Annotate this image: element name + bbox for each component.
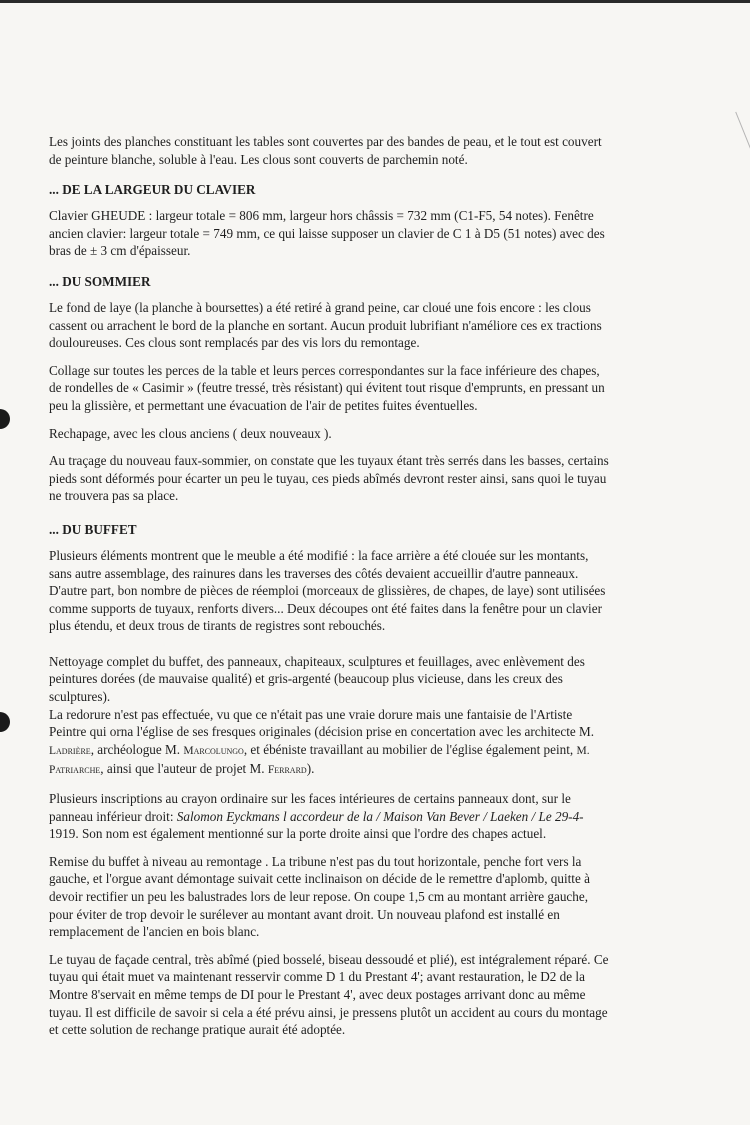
text-run: ). bbox=[306, 761, 315, 777]
buffet-paragraph-4 bbox=[49, 790, 609, 843]
text-run: , et ébéniste travaillant au mobilier de l'église également peint, bbox=[243, 741, 577, 757]
name-ladriere: Ladrière bbox=[49, 744, 91, 757]
sommier-paragraph-4: Au traçage du nouveau faux-sommier, on constate que les tuyaux étant très serrés dans les basses, certains pieds sont déformés pour écarter un peu le tuyau, ces pieds abîmés devront rester ainsi, sans quoi le tuyau ne trouvera pas sa place. bbox=[49, 453, 609, 504]
name-patriarche: M. Patriarche bbox=[49, 744, 590, 777]
heading-sommier: ... DU SOMMIER bbox=[49, 273, 151, 289]
heading-buffet: ... DU BUFFET bbox=[49, 521, 137, 537]
sommier-paragraph-2: Collage sur toutes les perces de la table et leurs perces correspondantes sur la face inférieure des chapes, de rondelles de « Casimir » (feutre tressé, très résistant) qui évitent tout risque d'emprunts, en pressant un peu la glissière, et permettant une évacuation de l'air de petites fuites éventuelles. bbox=[49, 362, 605, 413]
text-run: Plusieurs inscriptions au crayon ordinaire sur les faces intérieures de certains panneaux dont, sur le panneau inférieur droit: bbox=[49, 791, 571, 824]
sommier-paragraph-1: Le fond de laye (la planche à boursettes) a été retiré à grand peine, car cloué une fois encore : les clous cassent ou arrachent le bord de la planche en sortant. Aucun produit lubrifiant n'améliore ces ex tractions douloureuses. Ces clous sont remplacés par des vis lors du remontage. bbox=[49, 299, 602, 351]
punch-hole-lower bbox=[0, 712, 10, 732]
clavier-paragraph: Clavier GHEUDE : largeur totale = 806 mm, largeur hors châssis = 732 mm (C1-F5, 54 notes). Fenêtre ancien clavier: largeur totale = 749 mm, ce qui laisse supposer un clavier de C 1 à D5 (51 notes) avec des bras de ± 3 cm d'épaisseur. bbox=[49, 208, 605, 259]
margin-mark bbox=[728, 112, 750, 152]
page-top-edge bbox=[0, 0, 750, 3]
text-run: 1919. Son nom est également mentionné sur la porte droite ainsi que l'ordre des chapes actuel. bbox=[49, 826, 547, 842]
punch-hole-upper bbox=[0, 409, 10, 429]
name-ferrard: Ferrard bbox=[267, 764, 307, 777]
buffet-paragraph-1: Plusieurs éléments montrent que le meuble a été modifié : la face arrière a été clouée sur les montants, sans autre assemblage, des rainures dans les traverses des côtés devaient accueillir d'autre panneaux. D'autre part, bon nombre de pièces de réemploi (morceaux de glissières, de chapes, de laye) sont utilisées comme supports de tuyaux, renforts divers... Deux découpes ont été faites dans la fenêtre pour un clavier plus étendu, et deux trous de tirants de registres sont rebouchés. bbox=[49, 547, 606, 634]
inscription-quote: Salomon Eyckmans l accordeur de la / Maison Van Bever / Laeken / Le 29-4- bbox=[176, 808, 584, 824]
buffet-paragraph-6: Le tuyau de façade central, très abîmé (pied bosselé, biseau dessoudé et plié), est intégralement réparé. Ce tuyau qui était muet va maintenant resservir comme D 1 du Prestant 4'; avant restauration, le D2 de la Montre 8'servait en même temps de DI pour le Prestant 4', avec deux postages arrivant donc au même tuyau. Il est difficile de savoir si cela a été prévu ainsi, je pressens plutôt un accident au cours du montage et cette solution de rechange pratique aurait été adoptée. bbox=[49, 951, 609, 1038]
text-run: La redorure n'est pas effectuée, vu que ce n'était pas une vraie dorure mais une fantaisie de l'Artiste Peintre qui orna l'église de ses fresques originales (décision prise en concertation avec les architecte M. bbox=[49, 706, 595, 740]
name-marcolungo: Marcolungo bbox=[183, 744, 244, 757]
heading-clavier: ... DE LA LARGEUR DU CLAVIER bbox=[49, 182, 256, 198]
buffet-paragraph-5: Remise du buffet à niveau au remontage . La tribune n'est pas du tout horizontale, penche fort vers la gauche, et l'orgue avant démontage suivait cette inclinaison on décide de le remettre d'aplomb, quitte à devoir rectifier un peu les balustrades lors de leur repose. On coupe 1,5 cm au montant arrière gauche, pour éviter de trop devoir le surélever au montant avant droit. Un nouveau plafond est installé en remplacement de l'ancien en bois blanc. bbox=[49, 853, 590, 940]
buffet-paragraph-3 bbox=[49, 706, 609, 780]
sommier-paragraph-3: Rechapage, avec les clous anciens ( deux nouveaux ). bbox=[49, 425, 332, 441]
buffet-paragraph-2: Nettoyage complet du buffet, des panneaux, chapiteaux, sculptures et feuillages, avec enlèvement des peintures dorées (de mauvaise qualité) et gris-argenté (beaucoup plus vicieuse, dans les creux des sculptures). bbox=[49, 653, 585, 705]
text-run: , ainsi que l'auteur de projet M. bbox=[100, 761, 268, 777]
intro-paragraph: Les joints des planches constituant les tables sont couvertes par des bandes de peau, et le tout est couvert de peinture blanche, soluble à l'eau. Les clous sont couverts de parchemin noté. bbox=[49, 134, 602, 167]
text-run: , archéologue M. bbox=[90, 741, 184, 757]
document-body bbox=[49, 133, 609, 1049]
